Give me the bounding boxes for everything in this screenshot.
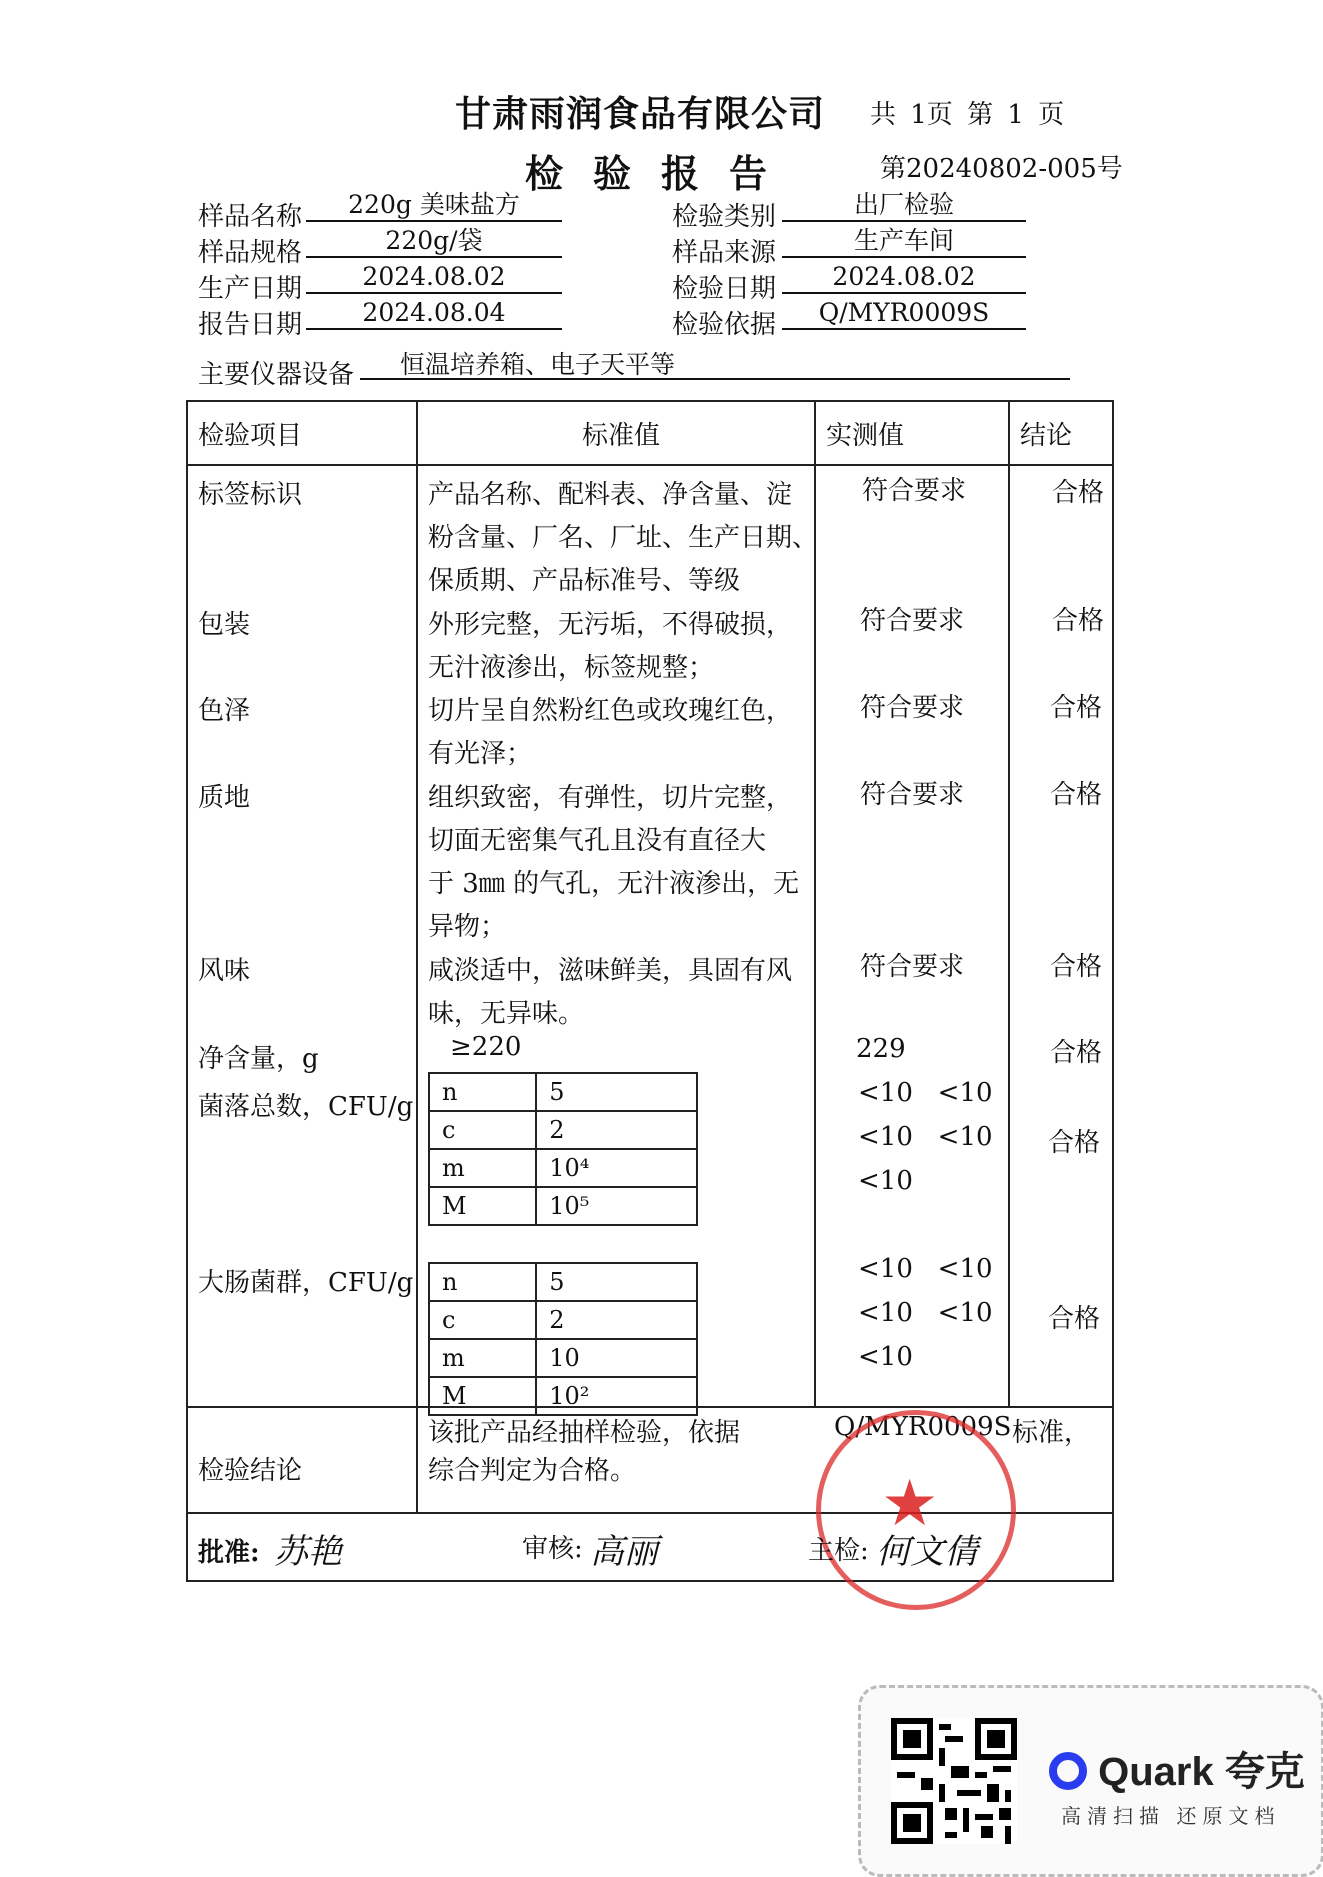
sub-value: 10⁴ <box>536 1149 697 1187</box>
page-info: 共 1页 第 1 页 <box>870 100 1065 130</box>
sub-value: 10 <box>536 1339 697 1377</box>
report-date-value: 2024.08.04 <box>306 298 562 330</box>
conclusion-text: 该批产品经抽样检验，依据 <box>428 1418 741 1448</box>
result-value: 合格 <box>1048 1304 1101 1334</box>
measured-value: <10 <10 <box>858 1078 993 1108</box>
sub-value: 10² <box>536 1377 697 1415</box>
approve-label: 批准: <box>198 1538 260 1568</box>
approve-signature: 苏艳 <box>274 1532 342 1572</box>
table-row <box>429 1377 697 1415</box>
sample-name-label: 样品名称 <box>198 202 303 232</box>
standard-line: 无汁液渗出，标签规整； <box>428 653 715 683</box>
sample-name-value: 220g 美味盐方 <box>306 190 562 222</box>
standard-line: 切面无密集气孔且没有直径大 <box>428 826 767 856</box>
inspection-basis-value: Q/MYR0009S <box>782 298 1026 330</box>
sub-value: 2 <box>536 1301 697 1339</box>
header-standard: 标准值 <box>581 420 660 451</box>
coliform-sub-table <box>428 1262 698 1416</box>
sample-source-value: 生产车间 <box>782 226 1026 258</box>
standard-line: 组织致密，有弹性，切片完整， <box>428 783 793 813</box>
production-date-value: 2024.08.02 <box>306 262 562 294</box>
quark-logo-icon <box>1049 1752 1087 1790</box>
qr-code-icon <box>891 1718 1017 1844</box>
measured-value: 229 <box>856 1034 906 1064</box>
result-value: 合格 <box>1050 693 1103 723</box>
standard-line: 咸淡适中，滋味鲜美，具固有风 <box>428 956 793 986</box>
table-row <box>429 1301 697 1339</box>
inspection-seal <box>816 1410 1016 1610</box>
sub-value: 10⁵ <box>536 1187 697 1225</box>
standard-line: 粉含量、厂名、厂址、生产日期、 <box>428 523 819 553</box>
measured-value: <10 <10 <box>858 1254 993 1284</box>
sub-key: m <box>429 1339 536 1377</box>
star-icon: ★ <box>881 1467 939 1541</box>
inspection-date-label: 检验日期 <box>672 274 777 304</box>
standard-line: ≥220 <box>450 1032 522 1062</box>
standard-line: 异物； <box>428 912 507 942</box>
header-item: 检验项目 <box>198 420 303 451</box>
review-signature: 高丽 <box>590 1532 658 1572</box>
measured-value: 符合要求 <box>860 780 965 810</box>
quark-tagline: 高清扫描 还原文档 <box>1061 1806 1281 1828</box>
equipment-value: 恒温培养箱、电子天平等 <box>360 350 1070 380</box>
sub-value: 2 <box>536 1111 697 1149</box>
item-label: 包装 <box>198 610 251 640</box>
quark-watermark <box>858 1685 1323 1877</box>
colony-sub-table <box>428 1072 698 1226</box>
review-label: 审核: <box>522 1534 583 1564</box>
table-header-row <box>187 401 1113 465</box>
inspection-basis-label: 检验依据 <box>672 310 777 340</box>
item-label: 菌落总数，CFU/g <box>198 1092 414 1122</box>
measured-value: <10 <10 <box>858 1122 993 1152</box>
sub-key: M <box>429 1187 536 1225</box>
header-result: 结论 <box>1020 420 1073 451</box>
item-label: 净含量，g <box>198 1044 319 1074</box>
table-row <box>429 1263 697 1301</box>
conclusion-label: 检验结论 <box>198 1456 303 1486</box>
inspection-type-value: 出厂检验 <box>782 190 1026 222</box>
measured-value: 符合要求 <box>862 476 967 506</box>
sample-spec-label: 样品规格 <box>198 238 303 268</box>
measured-value: <10 <10 <box>858 1298 993 1328</box>
equipment-label: 主要仪器设备 <box>198 360 355 390</box>
production-date-label: 生产日期 <box>198 274 303 304</box>
sub-key: n <box>429 1263 536 1301</box>
sub-key: m <box>429 1149 536 1187</box>
measured-value: 符合要求 <box>860 952 965 982</box>
measured-value: 符合要求 <box>860 693 965 723</box>
result-value: 合格 <box>1048 1128 1101 1158</box>
conclusion-text-2: 综合判定为合格。 <box>428 1456 637 1486</box>
header-measured: 实测值 <box>826 420 905 451</box>
standard-line: 于 3㎜ 的气孔，无汁液渗出，无 <box>428 869 800 899</box>
item-label: 标签标识 <box>198 480 303 510</box>
sample-source-label: 样品来源 <box>672 238 777 268</box>
sub-key: c <box>429 1301 536 1339</box>
sample-spec-value: 220g/袋 <box>306 226 562 258</box>
result-value: 合格 <box>1050 780 1103 810</box>
table-row <box>429 1187 697 1225</box>
report-title: 检验报告 <box>525 151 798 196</box>
chief-signature: 何文倩 <box>876 1532 978 1572</box>
inspection-type-label: 检验类别 <box>672 202 777 232</box>
standard-line: 外形完整，无污垢，不得破损， <box>428 610 793 640</box>
standard-line: 产品名称、配料表、净含量、淀 <box>428 480 793 510</box>
sub-key: c <box>429 1111 536 1149</box>
inspection-date-value: 2024.08.02 <box>782 262 1026 294</box>
quark-brand <box>1049 1740 1305 1797</box>
sub-value: 5 <box>536 1263 697 1301</box>
sub-key: M <box>429 1377 536 1415</box>
conclusion-tail: 标准， <box>1012 1418 1091 1448</box>
sub-key: n <box>429 1073 536 1111</box>
table-row <box>429 1073 697 1111</box>
standard-line: 味，无异味。 <box>428 999 585 1029</box>
result-value: 合格 <box>1052 606 1105 636</box>
table-row <box>429 1149 697 1187</box>
item-label: 质地 <box>198 783 251 813</box>
result-value: 合格 <box>1050 1038 1103 1068</box>
item-label: 色泽 <box>198 696 251 726</box>
company-name: 甘肃雨润食品有限公司 <box>455 93 826 135</box>
result-value: 合格 <box>1052 478 1105 508</box>
measured-value: <10 <box>858 1342 913 1372</box>
standard-line: 切片呈自然粉红色或玫瑰红色， <box>428 696 793 726</box>
measured-value: <10 <box>858 1166 913 1196</box>
measured-value: 符合要求 <box>860 606 965 636</box>
report-number: 第20240802-005号 <box>880 154 1123 184</box>
quark-brand-text: Quark 夸克 <box>1098 1750 1305 1794</box>
report-date-label: 报告日期 <box>198 310 303 340</box>
standard-line: 有光泽； <box>428 739 533 769</box>
table-row <box>429 1339 697 1377</box>
sub-value: 5 <box>536 1073 697 1111</box>
result-value: 合格 <box>1050 952 1103 982</box>
standard-line: 保质期、产品标准号、等级 <box>428 566 741 596</box>
table-row <box>429 1111 697 1149</box>
item-label: 风味 <box>198 956 251 986</box>
conclusion-basis: Q/MYR0009S <box>834 1412 1012 1442</box>
chief-label: 主检: <box>808 1536 869 1566</box>
item-label: 大肠菌群，CFU/g <box>198 1268 414 1298</box>
